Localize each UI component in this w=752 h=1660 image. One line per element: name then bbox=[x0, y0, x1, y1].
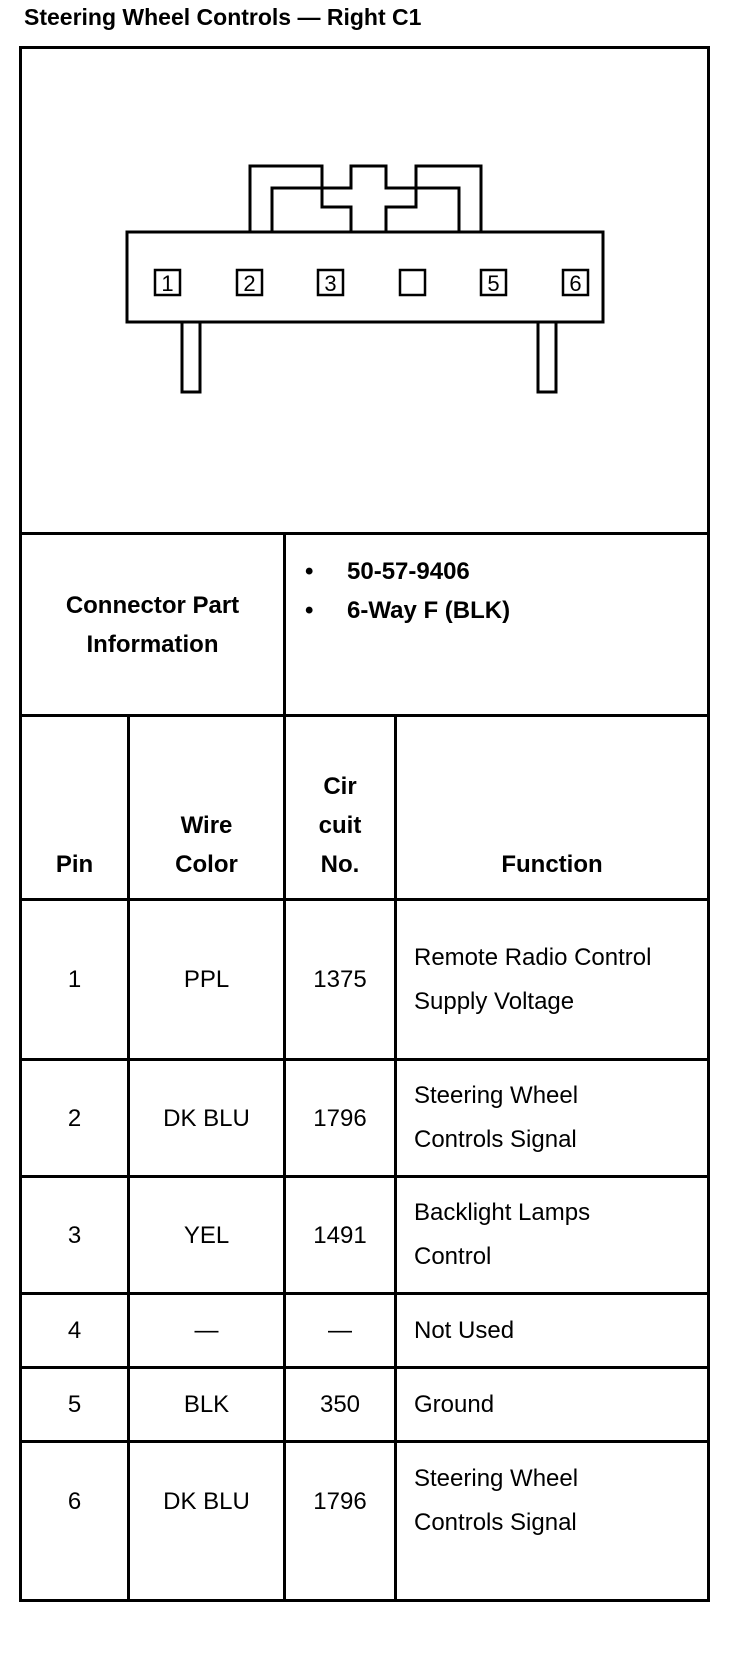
part-info-item: • 6-Way F (BLK) bbox=[305, 597, 511, 624]
cell-function: Backlight Lamps Control bbox=[414, 1199, 591, 1270]
left-leg bbox=[182, 322, 200, 392]
connector-diagram bbox=[0, 0, 752, 520]
cell-pin: 6 bbox=[67, 1487, 82, 1515]
cell-pin: 5 bbox=[67, 1391, 82, 1418]
cell-pin: 1 bbox=[67, 966, 82, 993]
connector-body bbox=[127, 232, 603, 322]
cell-function: Steering Wheel Controls Signal bbox=[414, 1082, 579, 1153]
part-info-label: Connector Part Information bbox=[65, 591, 240, 658]
page-title: Steering Wheel Controls — Right C1 bbox=[24, 4, 422, 30]
cell-circuit: 350 bbox=[319, 1391, 361, 1418]
cell-wire-color: DK BLU bbox=[163, 1104, 250, 1132]
header-wire-color: Wire Color bbox=[175, 812, 238, 878]
cell-pin: 3 bbox=[67, 1221, 82, 1249]
cell-function: Remote Radio Control Supply Voltage bbox=[414, 943, 652, 1015]
cell-wire-color: DK BLU bbox=[163, 1487, 250, 1515]
pin-number: 1 bbox=[161, 271, 174, 296]
header-function: Function bbox=[501, 851, 603, 878]
cell-wire-color: PPL bbox=[183, 966, 230, 993]
part-info-list bbox=[305, 552, 510, 630]
cell-function: Ground bbox=[414, 1390, 495, 1418]
cell-circuit: — bbox=[328, 1317, 352, 1344]
cell-wire-color: YEL bbox=[183, 1221, 230, 1249]
center-key bbox=[322, 166, 416, 232]
header-pin: Pin bbox=[55, 851, 94, 878]
cell-pin: 2 bbox=[67, 1104, 82, 1132]
cell-pin: 4 bbox=[67, 1317, 82, 1344]
cell-circuit: 1375 bbox=[313, 966, 367, 993]
part-info-item: • 50-57-9406 bbox=[305, 558, 470, 585]
cell-circuit: 1796 bbox=[313, 1104, 367, 1132]
cell-function: Steering Wheel Controls Signal bbox=[414, 1465, 579, 1536]
header-circuit: Cir cuit No. bbox=[318, 773, 362, 878]
cell-circuit: 1491 bbox=[313, 1221, 367, 1249]
pin-number: 3 bbox=[324, 271, 337, 296]
cell-circuit: 1796 bbox=[313, 1487, 367, 1515]
right-latch bbox=[416, 166, 481, 232]
pin-number: 5 bbox=[487, 271, 500, 296]
pin-number: 2 bbox=[243, 271, 256, 296]
pin-cavity-4 bbox=[400, 270, 425, 295]
cell-wire-color: BLK bbox=[183, 1391, 230, 1418]
pin-number: 6 bbox=[569, 271, 582, 296]
cell-wire-color: — bbox=[194, 1317, 219, 1344]
left-latch bbox=[250, 166, 322, 232]
cell-function: Not Used bbox=[414, 1316, 515, 1344]
right-leg bbox=[538, 322, 556, 392]
